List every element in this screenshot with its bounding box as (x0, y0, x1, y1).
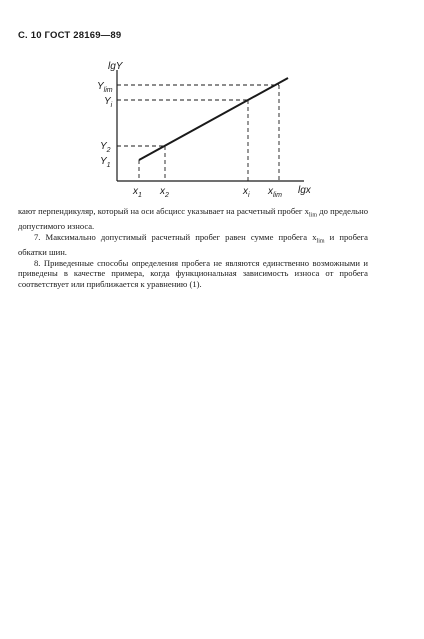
x-axis-label: lgx (298, 185, 311, 196)
paragraph-3: 8. Приведенные способы определения пробега не являются единственно возможными и приведены в качестве примера, когда функциональная зависимость износа от пробега соответствует или приближается к уравнению (1). (18, 257, 368, 289)
label-y-i: $Y_i$ (104, 96, 113, 109)
label-x-lim: $x_{lim}$ (268, 186, 282, 199)
regression-line (139, 78, 288, 160)
page-header: С. 10 ГОСТ 28169—89 (18, 30, 122, 41)
label-y-lim: $Y_{lim}$ (97, 81, 113, 94)
paragraph-2: 7. Максимально допустимый расчетный пробег равен сумме пробега $x_{lim}$ и пробега обкатки шин. (18, 231, 368, 258)
label-y-2: $Y_2$ (100, 141, 111, 154)
label-x-2: $x_2$ (160, 186, 169, 199)
label-x-i: $x_i$ (243, 186, 250, 199)
wear-vs-mileage-diagram (0, 0, 424, 210)
body-text (18, 206, 368, 290)
y-axis-label: lgY (108, 61, 123, 72)
label-y-1: $Y_1$ (100, 156, 111, 169)
label-x-1: $x_1$ (133, 186, 142, 199)
paragraph-1: кают перпендикуляр, который на оси абсцисс указывает на расчетный пробег $x_{lim}$ до предельно допустимого износа. (18, 206, 369, 232)
